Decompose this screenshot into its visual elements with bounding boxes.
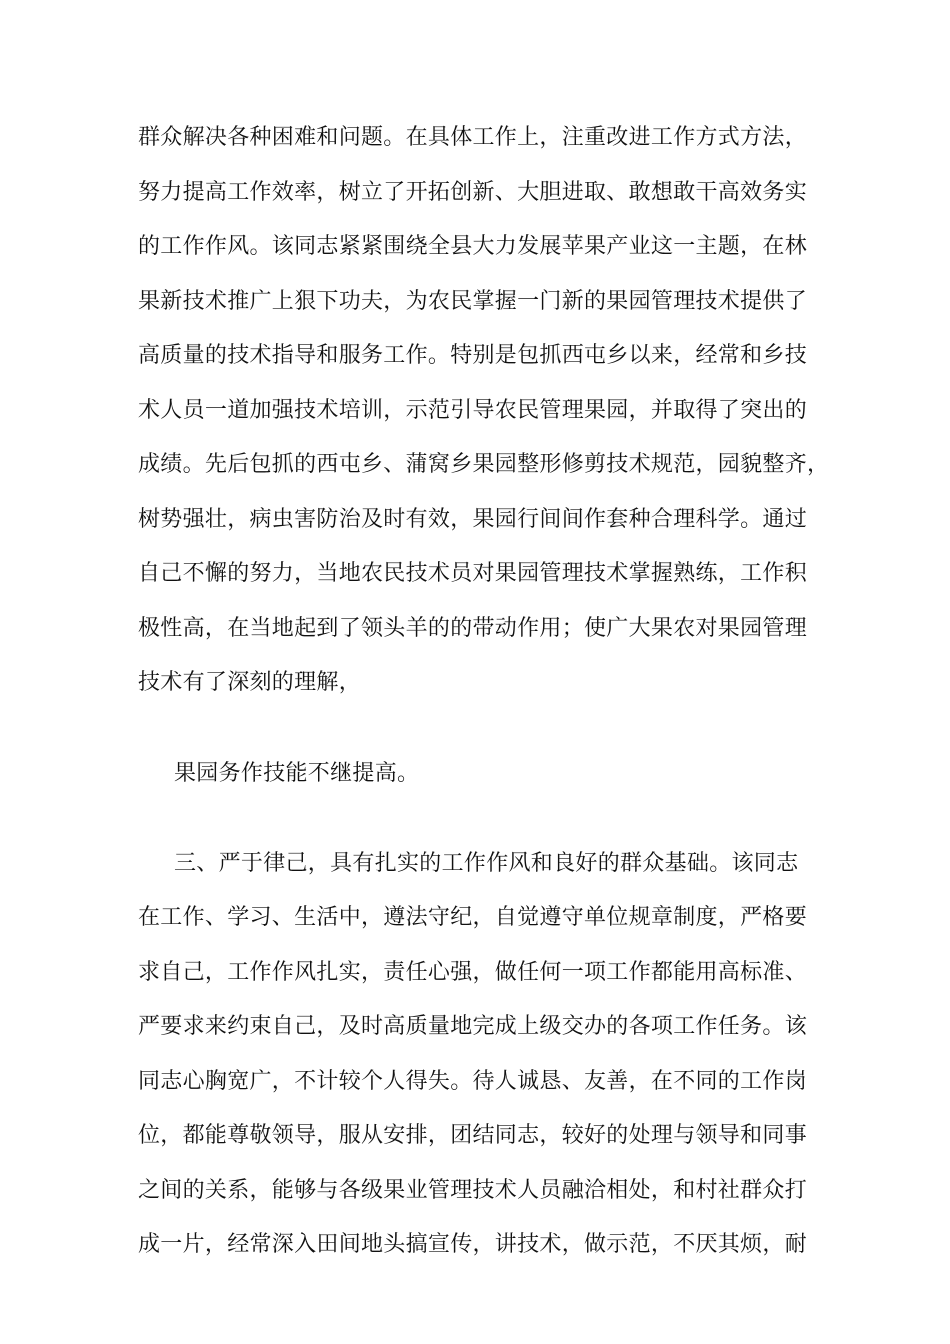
text-line: 成绩。先后包抓的西屯乡、蒲窝乡果园整形修剪技术规范，园貌整齐， — [138, 452, 830, 477]
text-line: 严要求来约束自己，及时高质量地完成上级交办的各项工作任务。该 — [138, 1014, 808, 1039]
text-line: 努力提高工作效率，树立了开拓创新、大胆进取、敢想敢干高效务实 — [138, 180, 808, 205]
text-line: 高质量的技术指导和服务工作。特别是包抓西屯乡以来，经常和乡技 — [138, 343, 808, 368]
text-line: 在工作、学习、生活中，遵法守纪，自觉遵守单位规章制度，严格要 — [138, 905, 808, 930]
text-line: 自己不懈的努力，当地农民技术员对果园管理技术掌握熟练，工作积 — [138, 561, 808, 586]
text-line: 树势强壮，病虫害防治及时有效，果园行间间作套种合理科学。通过 — [138, 507, 808, 532]
text-line: 果园务作技能不继提高。 — [174, 761, 420, 786]
text-line: 之间的关系，能够与各级果业管理技术人员融洽相处，和村社群众打 — [138, 1178, 808, 1203]
text-line: 求自己，工作作风扎实，责任心强，做任何一项工作都能用高标准、 — [138, 960, 808, 985]
text-line: 三、严于律己，具有扎实的工作作风和良好的群众基础。该同志 — [174, 851, 799, 876]
text-line: 技术有了深刻的理解， — [138, 670, 362, 695]
text-line: 极性高，在当地起到了领头羊的的带动作用；使广大果农对果园管理 — [138, 616, 808, 641]
text-line: 位，都能尊敬领导，服从安排，团结同志，较好的处理与领导和同事 — [138, 1123, 808, 1148]
text-line: 群众解决各种困难和问题。在具体工作上，注重改进工作方式方法， — [138, 125, 808, 150]
text-line: 的工作作风。该同志紧紧围绕全县大力发展苹果产业这一主题，在林 — [138, 234, 808, 259]
text-line: 成一片，经常深入田间地头搞宣传，讲技术，做示范，不厌其烦，耐 — [138, 1232, 808, 1257]
text-line: 术人员一道加强技术培训，示范引导农民管理果园，并取得了突出的 — [138, 398, 808, 423]
text-line: 同志心胸宽广，不计较个人得失。待人诚恳、友善，在不同的工作岗 — [138, 1069, 808, 1094]
text-line: 果新技术推广上狠下功夫，为农民掌握一门新的果园管理技术提供了 — [138, 289, 808, 314]
